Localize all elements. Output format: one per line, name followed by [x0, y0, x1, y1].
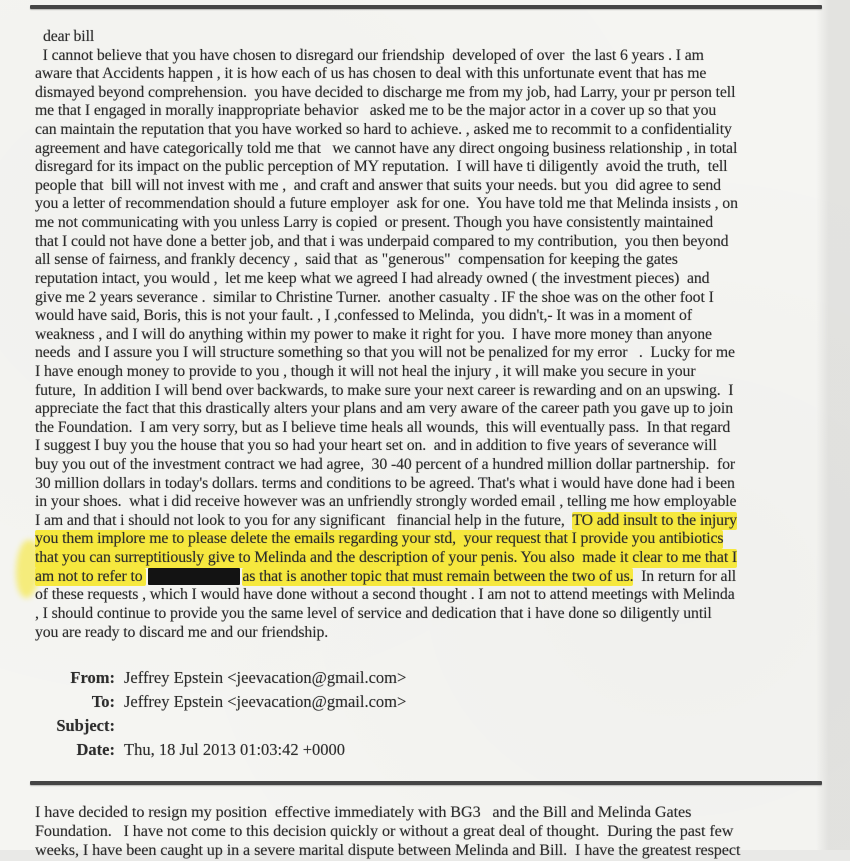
- header-label: Subject:: [56, 716, 115, 735]
- letter-text: me not communicating with you unless Larry is copied or present. Though you have consistently maintained: [35, 214, 714, 232]
- letter-line: [35, 530, 821, 549]
- letter-line: [35, 289, 821, 308]
- letter-text: of these requests , which I would have done without a second thought . I am not to attend meetings with Melinda: [35, 586, 735, 604]
- header-label: From:: [70, 668, 115, 687]
- letter-text: I suggest I buy you the house that you so had your heart set on. and in addition to five years of severance will: [35, 437, 717, 455]
- letter-text: 30 million dollars in today's dollars. terms and conditions to be agreed. That's what i would have done had i been: [35, 474, 735, 492]
- message-line: Foundation. I have not come to this decision quickly or without a great deal of thought. During the past few: [35, 822, 734, 841]
- letter-text: I cannot believe that you have chosen to disregard our friendship developed of over the last 6 years . I am: [35, 46, 704, 64]
- letter-line: [35, 344, 821, 363]
- letter-line: [35, 400, 821, 419]
- letter-line: [35, 195, 821, 214]
- letter-text: disregard for its impact on the public perception of MY reputation. I will have ti diligently avoid the truth, tell: [35, 158, 728, 176]
- second-message: [35, 803, 825, 861]
- header-row: [35, 690, 735, 714]
- letter-text: future, In addition I will bend over backwards, to make sure your next career is rewarding and on an upswing. I: [35, 381, 734, 399]
- letter-line: [35, 605, 821, 624]
- letter-text: the Foundation. I am very sorry, but as I believe time heals all wounds, this will eventually pass. In that regard: [35, 418, 731, 436]
- letter-line: [35, 65, 821, 84]
- letter-line: [35, 568, 821, 587]
- highlighted-text: TO add insult to the injury: [572, 511, 737, 529]
- header-label: Date:: [76, 740, 115, 759]
- letter-text: you are ready to discard me and our friendship.: [35, 623, 329, 641]
- header-value: Jeffrey Epstein <jeevacation@gmail.com>: [124, 692, 407, 711]
- letter-text: , I should continue to provide you the same level of service and dedication that i have done so diligently until: [35, 604, 712, 622]
- letter-text: In return for all: [633, 567, 736, 585]
- highlighted-text: that you can surreptitiously give to Melinda and the description of your penis. You also made it clear to me that I: [35, 549, 738, 567]
- email-header: [35, 666, 735, 762]
- letter-text: agreement and have categorically told me that we cannot have any direct ongoing business relationship , in total: [35, 139, 738, 157]
- highlighted-text: you them implore me to please delete the emails regarding your std, your request that I provide you antibiotics: [35, 530, 724, 548]
- letter-text: give me 2 years severance . similar to Christine Turner. another casualty . IF the shoe was on the other foot I: [35, 288, 714, 306]
- letter-body: [35, 28, 821, 642]
- letter-line: [35, 121, 821, 140]
- letter-line: [35, 624, 821, 643]
- letter-line: [35, 456, 821, 475]
- letter-line: [35, 140, 821, 159]
- letter-line: [35, 158, 821, 177]
- letter-line: [35, 586, 821, 605]
- letter-text: would have said, Boris, this is not your fault. , I ,confessed to Melinda, you didn't,- It was in a moment of: [35, 307, 692, 325]
- letter-text: people that bill will not invest with me , and craft and answer that suits your needs. but you did agree to send: [35, 176, 721, 194]
- header-label: To:: [91, 692, 115, 711]
- letter-line: [35, 102, 821, 121]
- letter-text: in your shoes. what i did receive however was an unfriendly strongly worded email , telling me how employable: [35, 493, 737, 511]
- letter-line: [35, 419, 821, 438]
- header-row: [35, 714, 735, 738]
- header-row: [35, 666, 735, 690]
- letter-text: can maintain the reputation that you have worked so hard to achieve. , asked me to recommit to a confidentiality: [35, 121, 732, 139]
- header-value: Thu, 18 Jul 2013 01:03:42 +0000: [124, 740, 346, 759]
- letter-text: weakness , and I will do anything within my power to make it right for you. I have more money than anyone: [35, 325, 712, 343]
- letter-text: buy you out of the investment contract we had agree, 30 -40 percent of a hundred million dollar partnership. for: [35, 456, 736, 474]
- highlighted-text: as that is another topic that must remain between the two of us.: [242, 567, 634, 585]
- letter-line: [35, 326, 821, 345]
- highlighted-text: am not to refer to: [35, 567, 147, 585]
- letter-text: reputation intact, you would , let me keep what we agreed I had already owned ( the investment pieces) and: [35, 269, 710, 287]
- letter-line: [35, 475, 821, 494]
- letter-line: [35, 84, 821, 103]
- letter-text: aware that Accidents happen , it is how each of us has chosen to deal with this unfortunate event that has me: [35, 65, 707, 83]
- salutation: dear bill: [43, 28, 95, 45]
- letter-line: [35, 493, 821, 512]
- message-line: I have decided to resign my position effective immediately with BG3 and the Bill and Melinda Gates: [35, 803, 692, 821]
- letter-text: I am and that i should not look to you for any significant financial help in the future,: [35, 511, 573, 529]
- letter-line: [35, 270, 821, 289]
- letter-line: [35, 233, 821, 252]
- bottom-divider-rule: [30, 781, 822, 785]
- letter-text: I have enough money to provide to you , though it will not heal the injury , it will make you secure in your: [35, 362, 696, 380]
- header-row: [35, 738, 735, 762]
- letter-line: [35, 382, 821, 401]
- header-value: Jeffrey Epstein <jeevacation@gmail.com>: [124, 668, 407, 687]
- letter-text: needs and I assure you I will structure something so that you will not be penalized for my error . Lucky for me: [35, 344, 735, 362]
- letter-text: me that I engaged in morally inappropriate behavior asked me to be the major actor in a cover up so that you: [35, 102, 717, 120]
- letter-line: [35, 47, 821, 66]
- letter-line: [35, 307, 821, 326]
- letter-text: dismayed beyond comprehension. you have decided to discharge me from my job, had Larry, your pr person tell: [35, 83, 736, 101]
- letter-line: [35, 251, 821, 270]
- redaction-bar: [148, 568, 240, 585]
- letter-line: [35, 363, 821, 382]
- letter-line: [35, 549, 821, 568]
- letter-text: you a letter of recommendation should a future employer ask for one. You have told me that Melinda insists , on: [35, 195, 738, 213]
- letter-line: [35, 437, 821, 456]
- letter-text: all sense of fairness, and frankly decency , said that as "generous" compensation for keeping the gates: [35, 251, 678, 269]
- letter-line: [35, 512, 821, 531]
- letter-text: appreciate the fact that this drastically alters your plans and am very aware of the career path you gave up to join: [35, 400, 733, 418]
- top-divider-rule: [30, 5, 822, 9]
- letter-line: [35, 177, 821, 196]
- letter-text: that I could not have done a better job, and that i was underpaid compared to my contribution, you then beyond: [35, 232, 729, 250]
- message-line: weeks, I have been caught up in a severe marital dispute between Melinda and Bill. I have the greatest respect: [35, 841, 741, 860]
- letter-line: [35, 214, 821, 233]
